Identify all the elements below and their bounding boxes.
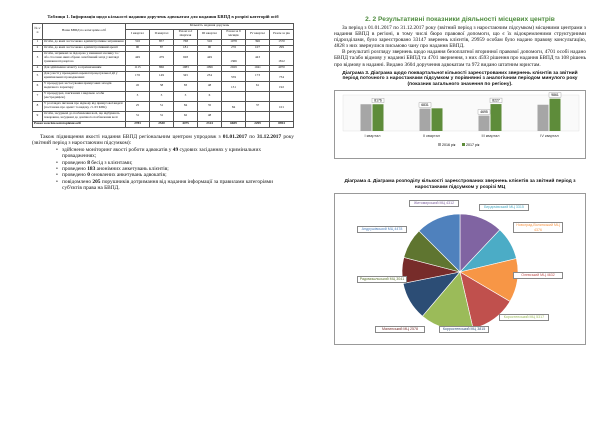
section-paragraph-1: За період з 01.01.2017 по 31.12.2017 року (звітний період з наростаючим підсумком) місцевими центрами з надання БВПД в регіоні, в тому числі бюро правової допомоги, що є їх відокремленими структурними підрозділами, було зареєстровано 33147 звернень клієнтів, 29959 особам було надано правову консультацію, 4828 з них звернулися письмово чану про надання БВПД. (334, 25, 586, 50)
bar-2017-рік-0 (373, 104, 384, 131)
row-value: 101 (270, 101, 294, 111)
table-title: Таблиця 1. Інформація щодо кількості надання доручень адвокатам для надання БВПД в розрізі категорій осіб (47, 14, 279, 19)
row-number: 3 (33, 51, 43, 65)
row-number: 9 (33, 111, 43, 121)
col-group-header: Кількість надання доручень (126, 23, 294, 29)
col-header: III квартал (198, 29, 222, 39)
row-value: 48 (198, 81, 222, 91)
row-value: 107 (246, 45, 270, 51)
row-number: 6 (33, 81, 43, 91)
x-tick-label: II квартал (423, 134, 440, 139)
row-value: 1366 (222, 51, 246, 65)
row-number: 1 (33, 39, 43, 45)
row-number: 4 (33, 65, 43, 71)
row-value: 2783 (126, 121, 150, 127)
pie-slice-label: Новоград-Волинський МЦ 4376 (513, 222, 563, 234)
row-value: 83 (174, 81, 198, 91)
row-value: 58 (150, 81, 174, 91)
quality-list-item: • проведено 183 анонімних анкетувань клієнтів; (62, 166, 294, 172)
row-value (222, 111, 246, 121)
row-value: 1041 (246, 65, 270, 71)
bar-2017-рік-3 (550, 99, 561, 131)
row-value: 3 (174, 91, 198, 101)
row-value: 149 (150, 71, 174, 81)
table-row (33, 111, 294, 121)
row-value: 84 (222, 101, 246, 111)
col-header: IV квартал (246, 29, 270, 39)
col-category-header: Назва БВПД по категоріям осіб (43, 23, 126, 39)
x-tick-label: IV квартал (540, 134, 559, 139)
pie-slice-label: Корростенський МЦ 3815 (439, 326, 489, 333)
pie-slice-label: Радомишльський МЦ 3041 (357, 276, 407, 283)
row-value: 62 (174, 111, 198, 121)
pie-slice-label: Олевський МЦ 4632 (513, 272, 563, 279)
row-value: 61 (246, 81, 270, 91)
x-tick-label: I квартал (364, 134, 381, 139)
row-number: 8 (33, 101, 43, 111)
col-header: I квартал (126, 29, 150, 39)
quality-list-item: • повідомлено 205 порушників дотримання від надання інформації за правилами категоріями суб'єктів права на БВПД. (62, 179, 294, 192)
col-header: Разом за рік (270, 29, 294, 39)
legend-label: 2017 рік (466, 143, 480, 148)
row-value: 4070 (270, 65, 294, 71)
pie-slice-label: Бердичівський МЦ 3315 (479, 204, 529, 211)
row-value: 87 (150, 45, 174, 51)
row-value: 866 (150, 65, 174, 71)
row-value: 181 (174, 45, 198, 51)
row-value (246, 91, 270, 101)
row-number: 5 (33, 71, 43, 81)
data-label: 9861 (551, 93, 559, 98)
row-value: 192 (270, 81, 294, 91)
bar-2017-рік-1 (432, 108, 443, 131)
row-number: 2 (33, 45, 43, 51)
chart1-frame (334, 90, 586, 159)
requests-table (32, 23, 294, 128)
table-row (33, 101, 294, 111)
row-value: 90 (198, 45, 222, 51)
right-column (334, 14, 586, 345)
row-value: 479 (150, 51, 174, 65)
data-label: 4695 (480, 110, 488, 115)
row-value: 31 (126, 111, 150, 121)
row-value: 234 (198, 71, 222, 81)
data-label: 8227 (492, 98, 500, 103)
bar-2016-рік-2 (479, 116, 490, 131)
row-value: 131 (222, 81, 246, 91)
bar-2017-рік-2 (491, 104, 502, 131)
row-value: 37 (246, 101, 270, 111)
row-label: Особи, затримані за підозрою у вчиненні злочину та / або стосовно яких обрано запобіжний захід у вигляді тримання під вартою (43, 51, 126, 65)
chart1-caption: Діаграма 3. Діаграма щодо поквартальної кількості зареєстрованих звернень клієнтів за звітний період поточного з наростаючим підсумком у порівнянні з аналогічним періодом минулого року (показник загального значення по регіону). (342, 70, 578, 88)
row-number: 7 (33, 91, 43, 101)
row-value: 316 (198, 39, 222, 45)
table-row (33, 81, 294, 91)
pie-chart (335, 194, 585, 344)
row-value: 857 (150, 39, 174, 45)
pie-slice-label: Андрушівський МЦ 4478 (357, 226, 407, 233)
row-label: Особи, до яких застосовано адміністративний арешт (43, 45, 126, 51)
x-tick-label: III квартал (481, 134, 500, 139)
chart2-frame (334, 193, 586, 345)
quality-list-item: • проведено 0 оновлених анкетувань адвокатів; (62, 172, 294, 178)
row-value: 449 (198, 51, 222, 65)
row-value: 449 (126, 51, 150, 65)
row-label: Для участі у проведенні окремої процесуальної дії у кримінальних провадженнях (43, 71, 126, 81)
chart2-caption: Діаграма 4. Діаграма розподілу кількості зареєстрованих звернень клієнтів за звітний період з наростаючим підсумком у розрізі МЦ (344, 179, 576, 190)
col-header: Разом за I півріччя (174, 29, 198, 39)
row-value: 84 (174, 101, 198, 111)
row-value: 35 (198, 101, 222, 111)
row-value: 928 (174, 51, 198, 65)
row-value: 25 (126, 101, 150, 111)
row-value: 31 (150, 111, 174, 121)
bar-2016-рік-3 (538, 105, 549, 131)
col-num-header: № з/п (33, 23, 43, 39)
legend-swatch (438, 143, 441, 146)
row-value: 443 (246, 51, 270, 65)
quality-text (32, 134, 294, 192)
row-value: 2530 (150, 121, 174, 127)
bar-2016-рік-1 (420, 109, 431, 131)
row-label: Для здійснення захисту за призначенням (43, 65, 126, 71)
col-header: Разом за 9 місяців (222, 29, 246, 39)
row-label: У розглядах питання про відмову від примусової видачі (постанова про арешт та видачу, ст. 63 КПК) (43, 101, 126, 111)
col-header: II квартал (150, 29, 174, 39)
row-value: 734 (270, 71, 294, 81)
row-value: 1115 (126, 65, 150, 71)
row-label: Особи, засуджені до позбавлення волі, що відбувають покарання, засуджені до довічного позбавлення волі (43, 111, 126, 121)
row-value: 396 (246, 39, 270, 45)
pie-slice-label: Житомирський МЦ 4312 (409, 200, 459, 207)
row-label: У процедурах, пов'язаних з видачею особи (екстрадицією) (43, 91, 126, 101)
row-value: 2299 (246, 121, 270, 127)
row-value: 45 (126, 81, 150, 91)
row-label: Особи, до яких застосовано адміністративне затримання (44, 39, 124, 44)
pie-slice-label: Малинський МЦ 2578 (375, 326, 425, 333)
row-label: У процедурах застосування примусових заходів медичного характеру (43, 81, 126, 91)
row-value: 2314 (198, 121, 222, 127)
row-value: 1078 (222, 39, 246, 45)
section-paragraph-2: В результаті розгляду звернень щодо надання безоплатної вторинної правової допомоги, 4701 особі надано БВПД та/або відмову у наданні БВПД та 4701 звернення, з них 4593 рішення про надання БВПД та 108 рішень про відмову в наданні. Видано 3604 доручення адвокатам та 972 видано штатним юристам. (334, 49, 586, 68)
bar-2016-рік-0 (361, 104, 372, 131)
legend-swatch (462, 143, 465, 146)
row-value: 299 (270, 45, 294, 51)
pie-slice-label: Коростенський МЦ 5317 (499, 314, 549, 321)
table-row (33, 51, 294, 65)
quality-list-item: • здійснено моніторинг якості роботи адвокатів у 49 судових засіданнях у кримінальних провадженнях; (62, 147, 294, 160)
table-total-row (33, 121, 294, 127)
row-value: 2929 (222, 65, 246, 71)
row-value: 51 (150, 101, 174, 111)
row-value (270, 91, 294, 101)
row-value: 768 (174, 39, 198, 45)
bar-chart (335, 91, 585, 153)
row-value (246, 111, 270, 121)
row-value (270, 111, 294, 121)
row-value: 316 (126, 39, 150, 45)
row-value: 1983 (174, 65, 198, 71)
quality-list-item: • проведено 8 бесід з клієнтами; (62, 160, 294, 166)
row-value: 48 (198, 111, 222, 121)
quality-list (32, 147, 294, 192)
row-value: 345 (174, 71, 198, 81)
row-value (222, 91, 246, 101)
table-row (33, 91, 294, 101)
row-value: 3 (126, 91, 150, 101)
row-value: 276 (222, 45, 246, 51)
row-value: 90 (126, 45, 150, 51)
data-label: 8176 (374, 98, 382, 103)
quality-intro: Також підвищення якості надання БВПД регіональним центром упродовж з 01.01.2017 по 31.12.2017 року (звітний період з наростаючим підсумком): (32, 133, 294, 147)
row-value: 3 (150, 91, 174, 101)
row-value: 8954 (270, 121, 294, 127)
row-value: 1570 (270, 39, 294, 45)
legend-label: 2016 рік (442, 143, 456, 148)
table-row (33, 71, 294, 81)
row-value: 173 (246, 71, 270, 81)
data-label: 6831 (421, 103, 429, 108)
section-title: 2. 2 Результативні показники діяльності місцевих центрів (365, 16, 555, 23)
row-value: 1812 (270, 51, 294, 65)
row-value: 176 (126, 71, 150, 81)
row-value: 6659 (222, 121, 246, 127)
row-value: 4475 (174, 121, 198, 127)
row-value: 559 (222, 71, 246, 81)
row-label: Разом за всіма категоріями осіб (33, 121, 126, 127)
row-value: 6 (198, 91, 222, 101)
row-value: 1096 (198, 65, 222, 71)
left-column (32, 14, 294, 192)
